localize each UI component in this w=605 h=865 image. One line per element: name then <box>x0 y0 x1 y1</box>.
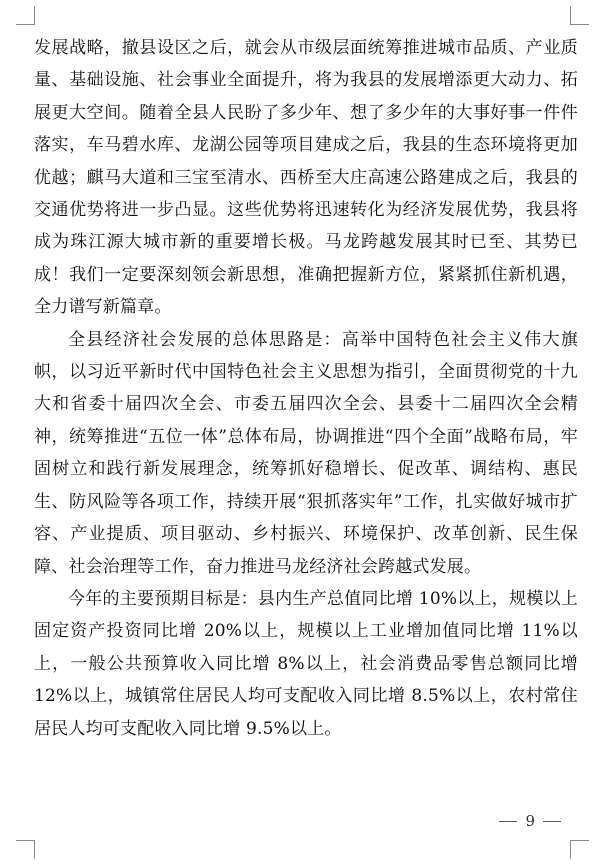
page-number-value: 9 <box>525 812 535 830</box>
crop-mark-top-left <box>16 6 35 25</box>
crop-mark-bottom-right <box>570 840 589 859</box>
page-number-dash-right <box>543 821 561 822</box>
crop-mark-bottom-left <box>16 840 35 859</box>
body-text <box>34 32 578 745</box>
paragraph-3: 今年的主要预期目标是：县内生产总值同比增 10%以上，规模以上固定资产投资同比增 20%以上，规模以上工业增加值同比增 11%以上，一般公共预算收入同比增 8%以上，社会消费品零售总额同比增 12%以上，城镇常住居民人均可支配收入同比增 8.5%以上，农村常住居民人均可支配收入同比增 9.5%以上。 <box>34 588 578 739</box>
page-number-dash-left <box>499 821 517 822</box>
paragraph-2: 全县经济社会发展的总体思路是：高举中国特色社会主义伟大旗帜，以习近平新时代中国特色社会主义思想为指引，全面贯彻党的十九大和省委十届四次全会、市委五届四次全会、县委十二届四次全会精神，统筹推进“五位一体”总体布局，协调推进“四个全面”战略布局，牢固树立和践行新发展理念，统筹抓好稳增长、促改革、调结构、惠民生、防风险等各项工作，持续开展“狠抓落实年”工作，扎实做好城市扩容、产业提质、项目驱动、乡村振兴、环境保护、改革创新、民生保障、社会治理等工作，奋力推进马龙经济社会跨越式发展。 <box>34 329 578 577</box>
paragraph-1: 发展战略，撤县设区之后，就会从市级层面统筹推进城市品质、产业质量、基础设施、社会事业全面提升，将为我县的发展增添更大动力、拓展更大空间。随着全县人民盼了多少年、想了多少年的大事好事一件件落实，车马碧水库、龙湖公园等项目建成之后，我县的生态环境将更加优越；麒马大道和三宝至清水、西桥至大庄高速公路建成之后，我县的交通优势将进一步凸显。这些优势将迅速转化为经济发展优势，我县将成为珠江源大城市新的重要增长极。马龙跨越发展其时已至、其势已成！我们一定要深刻领会新思想，准确把握新方位，紧紧抓住新机遇，全力谱写新篇章。 <box>34 38 578 318</box>
page-number <box>499 812 561 830</box>
crop-mark-top-right <box>570 6 589 25</box>
